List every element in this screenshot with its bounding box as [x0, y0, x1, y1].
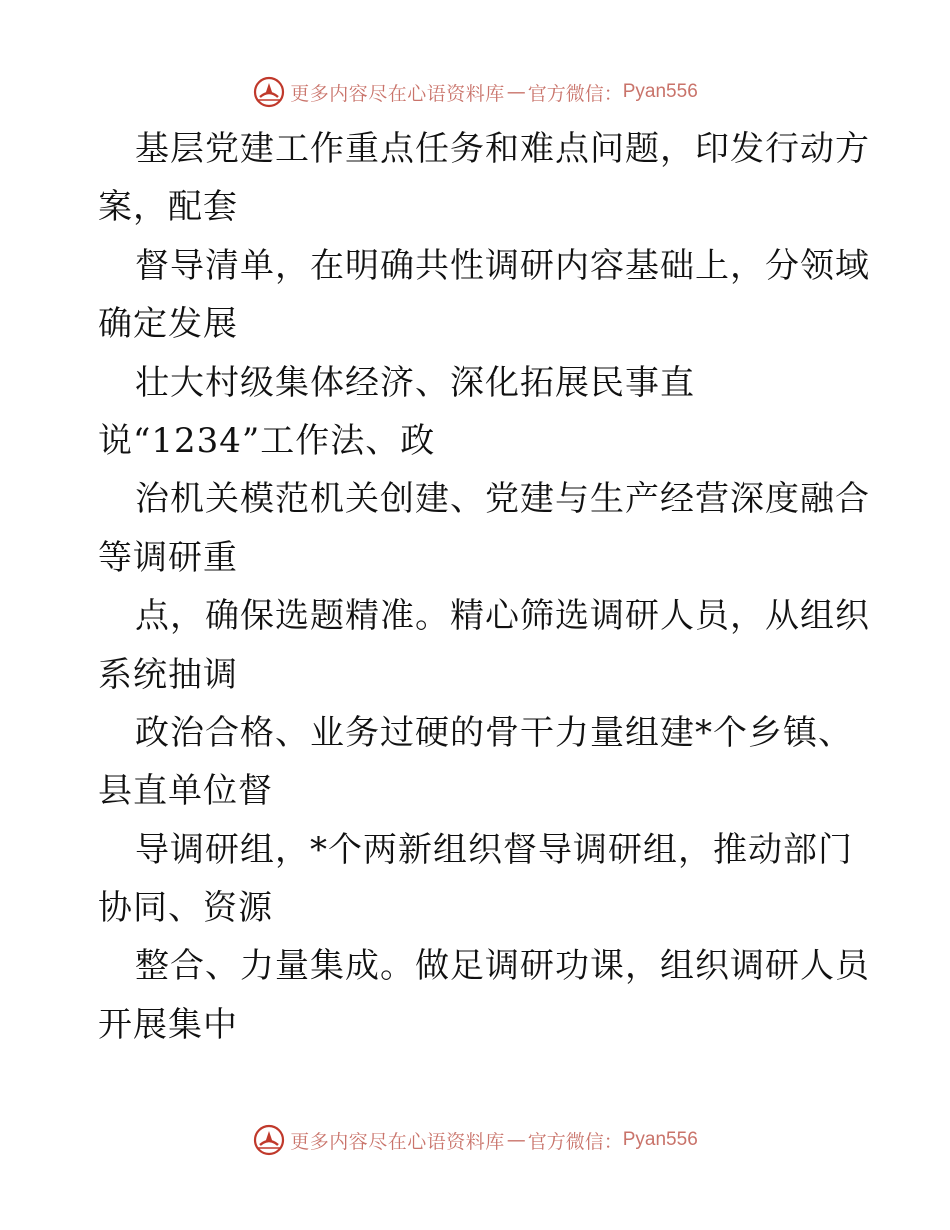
watermark-separator: —: [506, 81, 526, 103]
text-line: 督导清单，在明确共性调研内容基础上，分领域: [135, 245, 870, 286]
text-line: 壮大村级集体经济、深化拓展民事直: [135, 362, 695, 403]
text-line: 治机关模范机关创建、党建与生产经营深度融合: [135, 479, 870, 520]
watermark-id: Pyan556: [622, 81, 698, 102]
text-line: 说“1234”工作法、政: [98, 420, 436, 461]
text-line: 案，配套: [98, 187, 238, 228]
book-pen-logo-icon: [252, 1123, 286, 1157]
text-line: 等调研重: [98, 537, 238, 578]
text-line: 整合、力量集成。做足调研功课，组织调研人员: [135, 946, 870, 987]
text-line: 政治合格、业务过硬的骨干力量组建*个乡镇、: [135, 712, 853, 753]
text-line: 导调研组，*个两新组织督导调研组，推动部门: [135, 829, 853, 870]
footer-watermark: [0, 1120, 950, 1160]
watermark-label: 官方微信：: [527, 82, 623, 105]
text-line: 开展集中: [98, 1004, 238, 1045]
watermark-text: 更多内容尽在心语资料库: [290, 1130, 505, 1153]
text-line: 确定发展: [98, 304, 238, 345]
header-watermark: [0, 72, 950, 112]
text-line: 基层党建工作重点任务和难点问题，印发行动方: [135, 129, 870, 169]
text-line: 点，确保选题精准。精心筛选调研人员，从组织: [135, 596, 870, 637]
text-line: 协同、资源: [98, 888, 273, 929]
watermark-separator: —: [506, 1129, 526, 1151]
watermark-id: Pyan556: [622, 1129, 698, 1150]
text-line: 县直单位督: [98, 771, 273, 812]
book-pen-logo-icon: [252, 75, 286, 109]
document-body: [98, 120, 870, 1054]
watermark-text: 更多内容尽在心语资料库: [290, 82, 505, 105]
text-line: 系统抽调: [98, 654, 238, 695]
watermark-label: 官方微信：: [527, 1130, 623, 1153]
